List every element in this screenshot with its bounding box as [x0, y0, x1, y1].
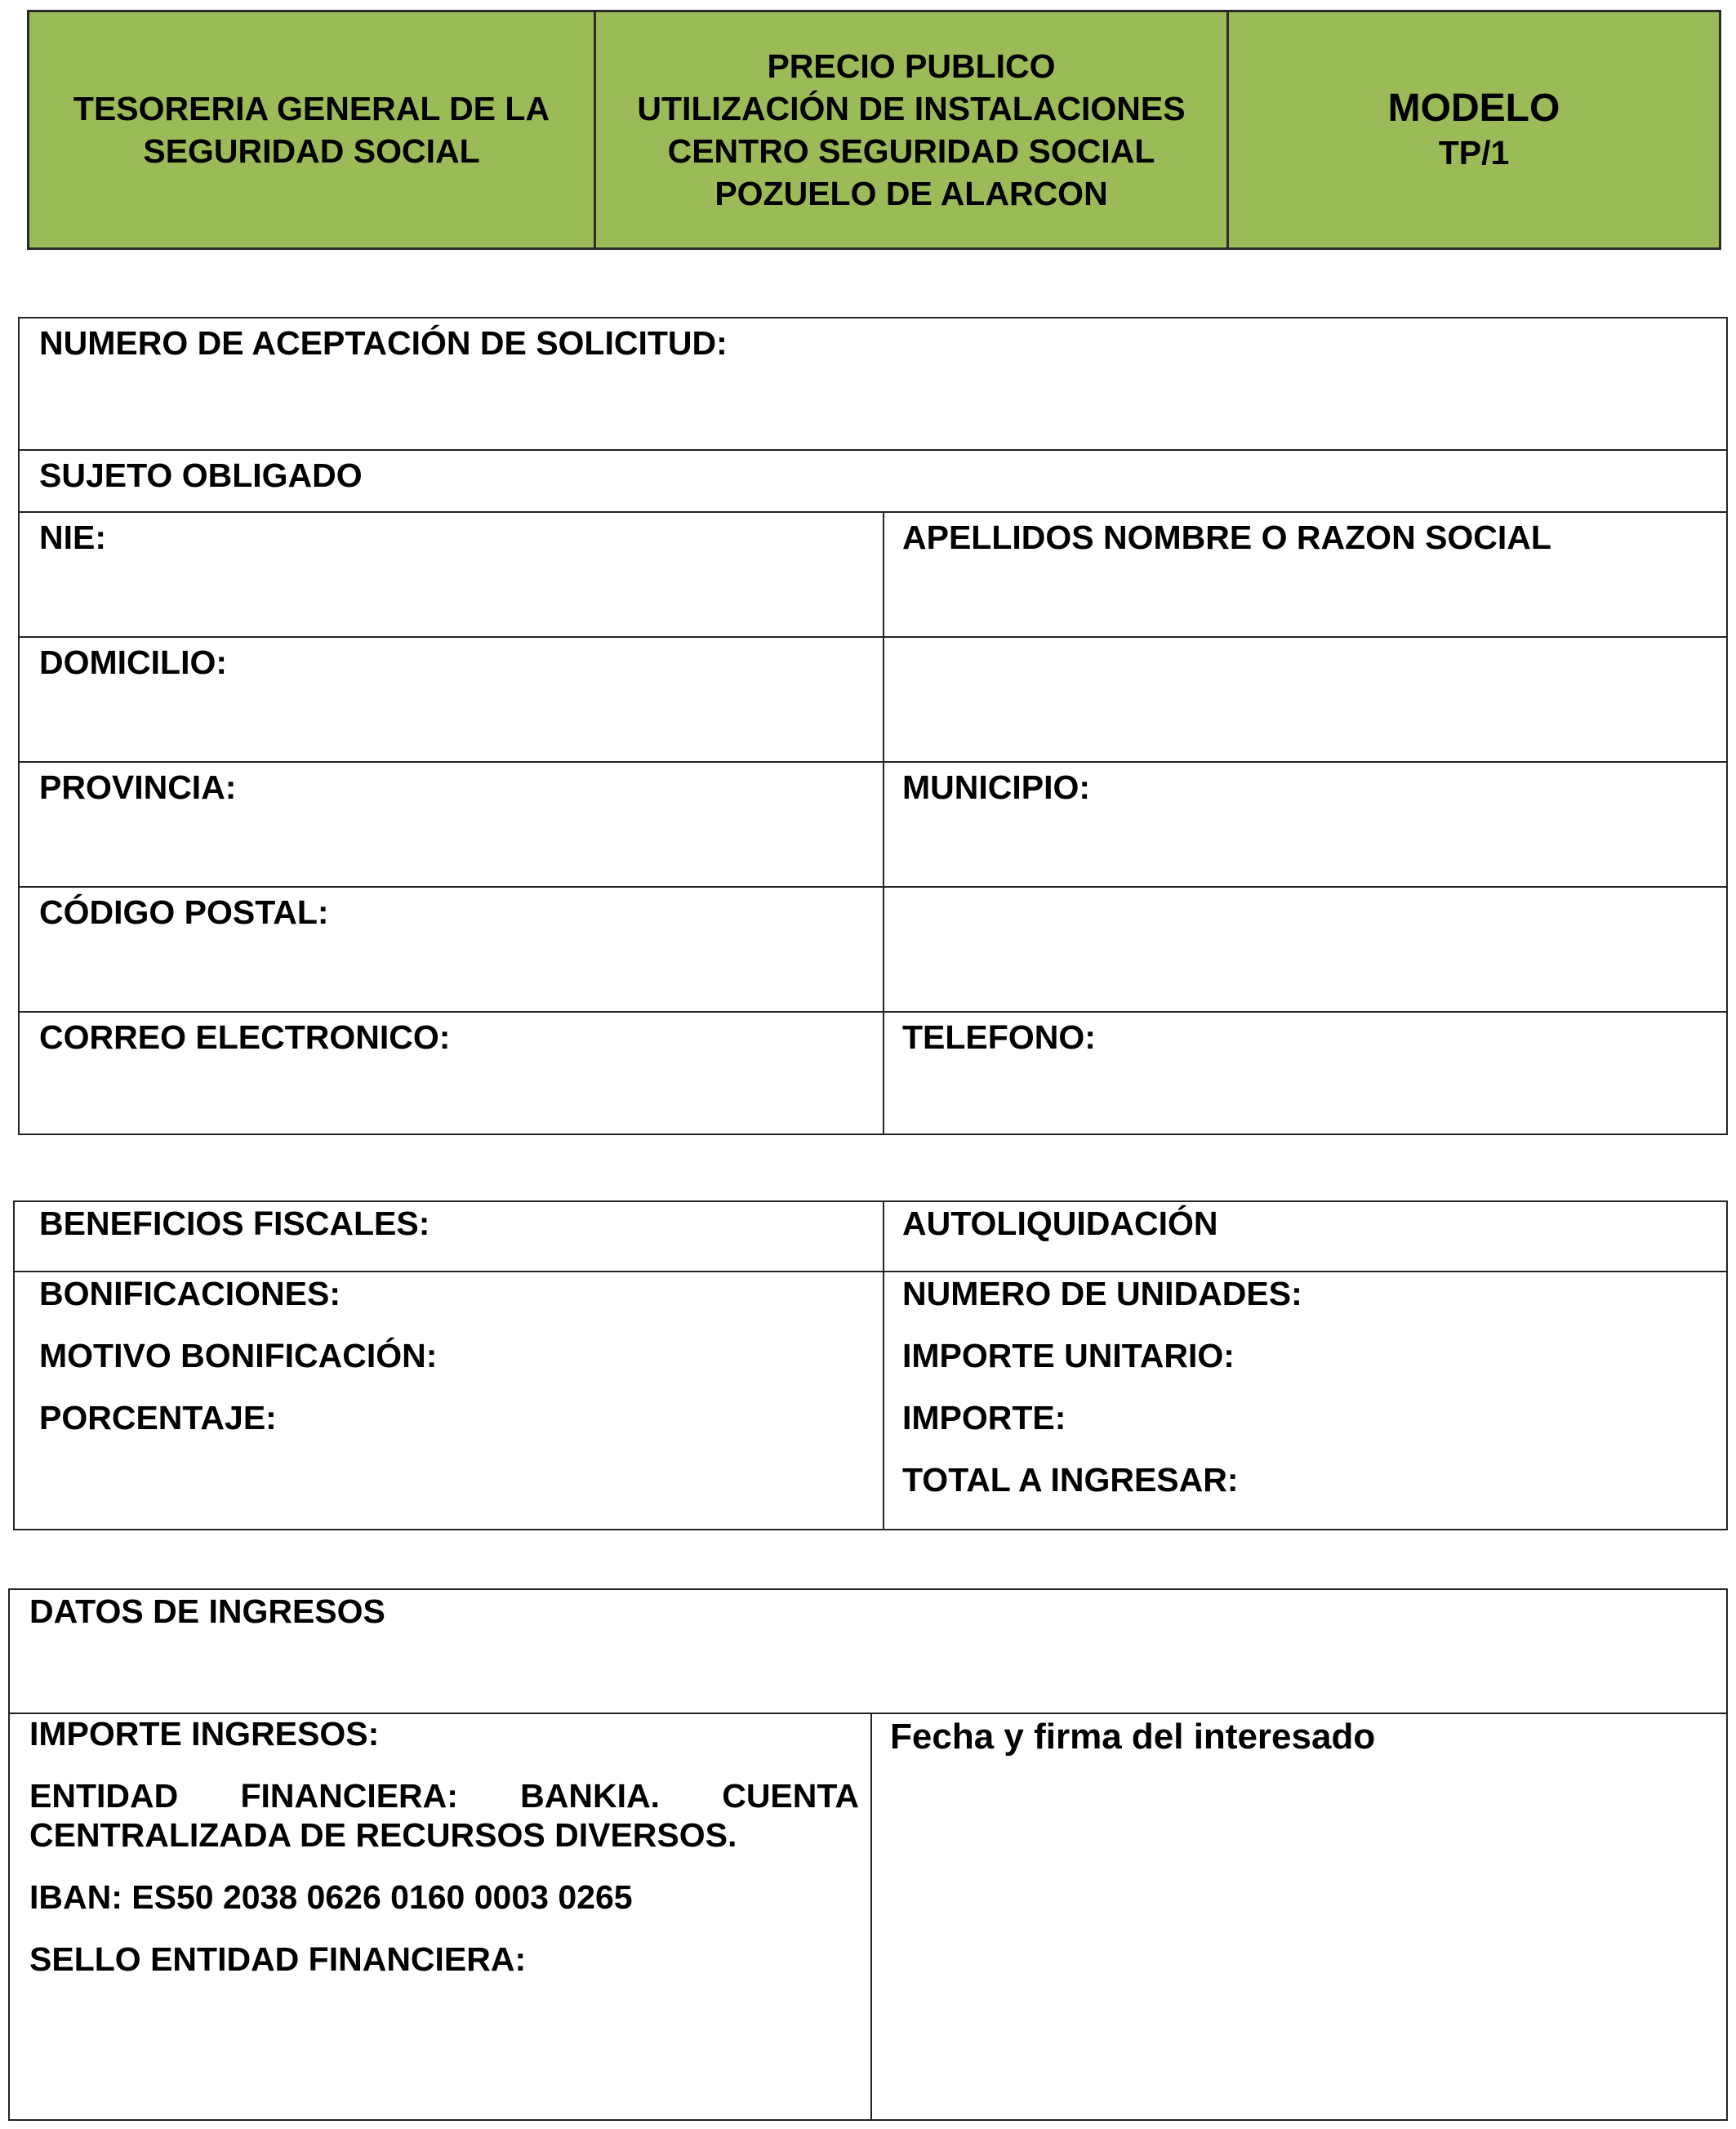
importe-unitario-field[interactable]: IMPORTE UNITARIO: [902, 1337, 1235, 1374]
issuer-line-1: TESORERIA GENERAL DE LA [73, 90, 550, 127]
numero-aceptacion-field[interactable]: NUMERO DE ACEPTACIÓN DE SOLICITUD: [39, 324, 728, 362]
header-issuer [29, 12, 596, 247]
form-header [27, 10, 1721, 250]
municipio-field[interactable]: MUNICIPIO: [902, 768, 1091, 806]
sujeto-obligado-label: SUJETO OBLIGADO [39, 457, 363, 494]
codigo-postal-field[interactable]: CÓDIGO POSTAL: [39, 893, 329, 931]
sello-entidad-field[interactable]: SELLO ENTIDAD FINANCIERA: [29, 1940, 527, 1978]
beneficios-fiscales-label: BENEFICIOS FISCALES: [39, 1205, 430, 1242]
fecha-firma-field[interactable]: Fecha y firma del interesado [890, 1717, 1376, 1757]
importe-field[interactable]: IMPORTE: [902, 1399, 1066, 1436]
title-line-1: PRECIO PUBLICO [767, 47, 1056, 85]
header-model [1229, 12, 1719, 247]
correo-field[interactable]: CORREO ELECTRONICO: [39, 1018, 451, 1056]
title-line-4: POZUELO DE ALARCON [714, 175, 1108, 212]
issuer-line-2: SEGURIDAD SOCIAL [143, 132, 480, 170]
beneficios-table [13, 1200, 1728, 1530]
numero-unidades-field[interactable]: NUMERO DE UNIDADES: [902, 1275, 1302, 1312]
importe-ingresos-field[interactable]: IMPORTE INGRESOS: [29, 1715, 380, 1753]
ingresos-table [8, 1588, 1728, 2121]
entidad-financiera-line-1: ENTIDAD FINANCIERA: BANKIA. CUENTA [29, 1777, 859, 1815]
domicilio-field[interactable]: DOMICILIO: [39, 644, 228, 681]
solicitud-table [18, 317, 1728, 1135]
bonificaciones-field[interactable]: BONIFICACIONES: [39, 1275, 341, 1312]
iban-text: IBAN: ES50 2038 0626 0160 0003 0265 [29, 1878, 633, 1916]
entidad-financiera-line-2: CENTRALIZADA DE RECURSOS DIVERSOS. [29, 1816, 737, 1854]
telefono-field[interactable]: TELEFONO: [902, 1018, 1096, 1056]
model-code: TP/1 [1438, 134, 1510, 171]
title-line-2: UTILIZACIÓN DE INSTALACIONES [637, 90, 1186, 127]
autoliquidacion-label: AUTOLIQUIDACIÓN [902, 1205, 1218, 1242]
total-ingresar-field[interactable]: TOTAL A INGRESAR: [902, 1461, 1239, 1499]
nie-field[interactable]: NIE: [39, 519, 106, 556]
apellidos-field[interactable]: APELLIDOS NOMBRE O RAZON SOCIAL [902, 519, 1551, 556]
header-title [596, 12, 1229, 247]
model-label: MODELO [1387, 87, 1560, 130]
title-line-3: CENTRO SEGURIDAD SOCIAL [667, 132, 1155, 170]
motivo-bonificacion-field[interactable]: MOTIVO BONIFICACIÓN: [39, 1337, 438, 1374]
porcentaje-field[interactable]: PORCENTAJE: [39, 1399, 277, 1436]
provincia-field[interactable]: PROVINCIA: [39, 768, 237, 806]
datos-ingresos-label: DATOS DE INGRESOS [29, 1592, 385, 1630]
